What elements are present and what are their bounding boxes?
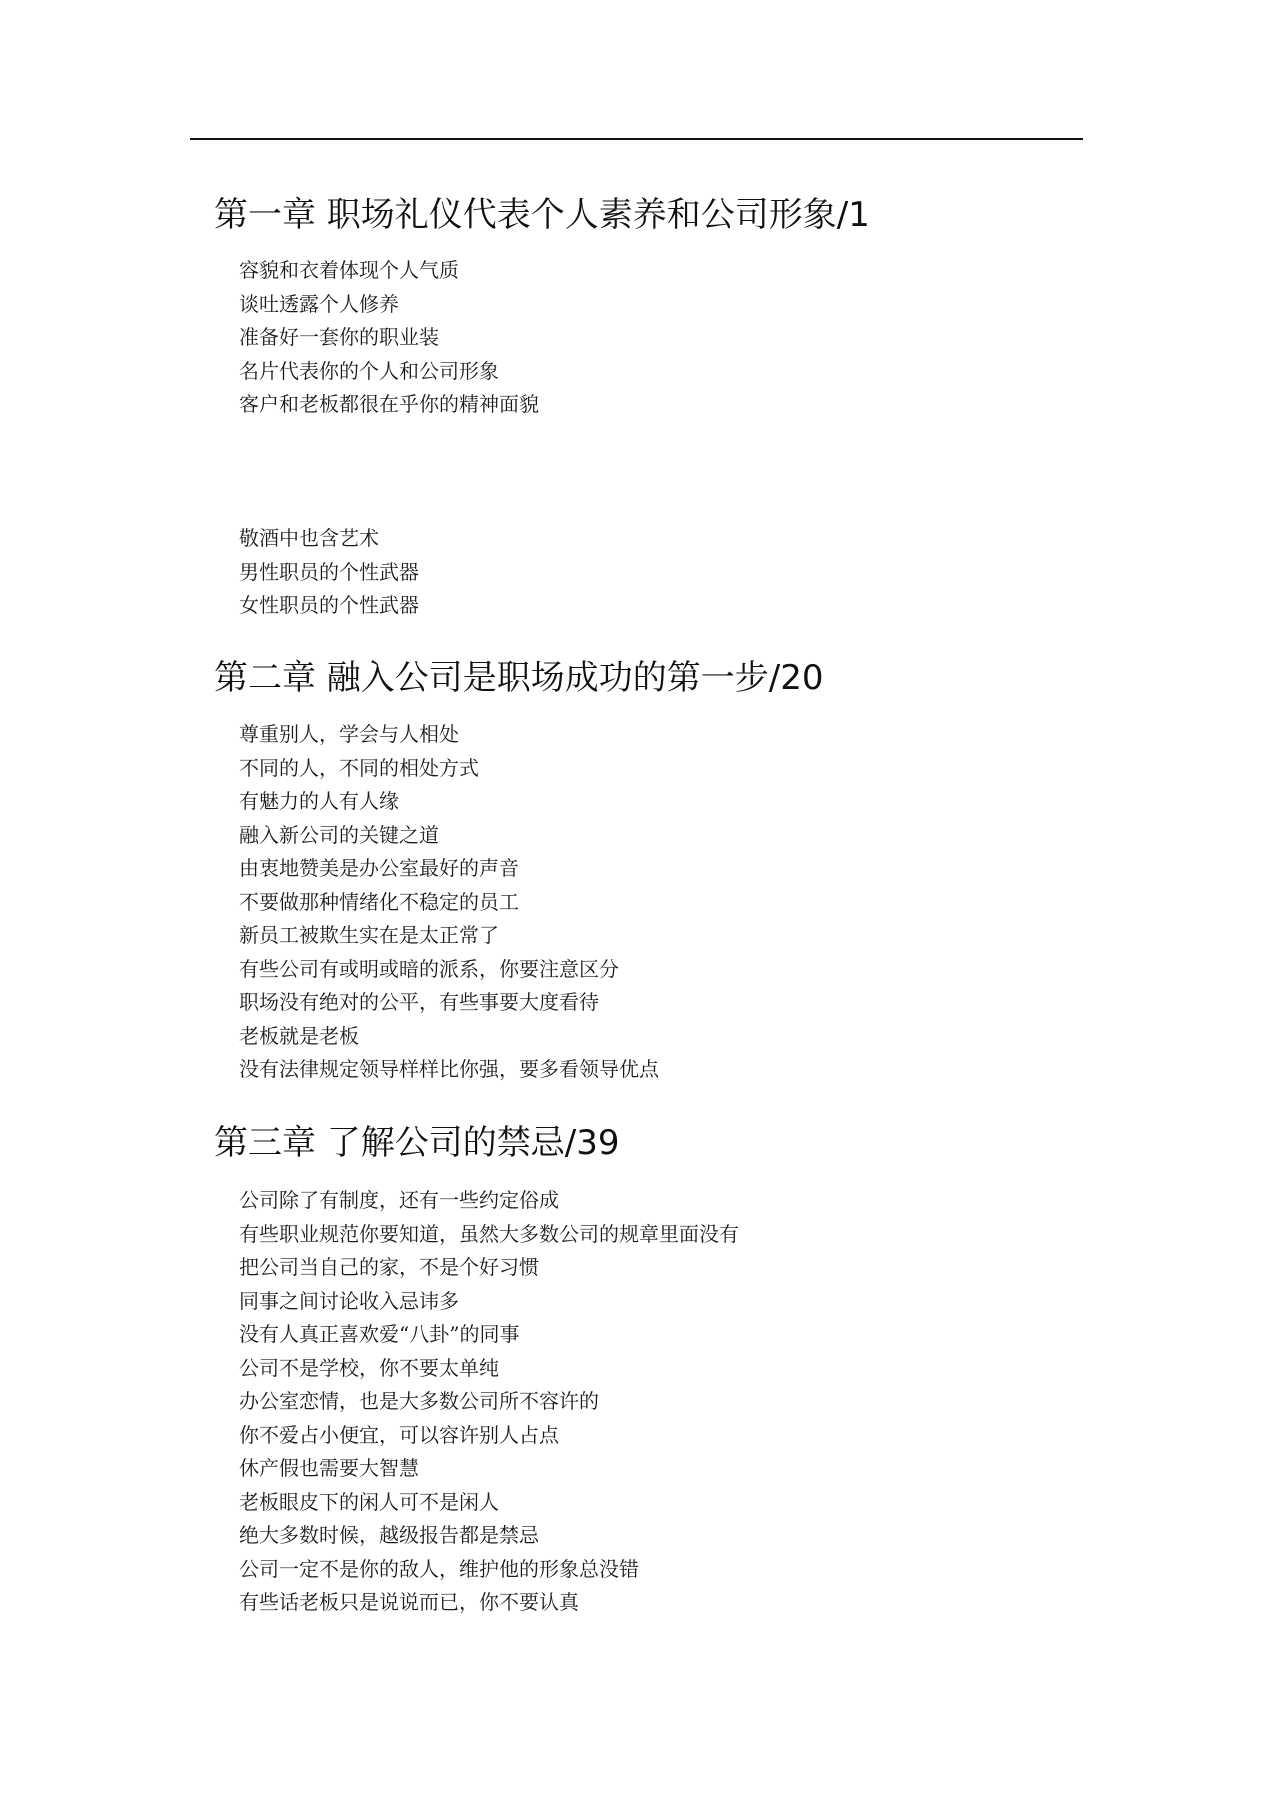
header-rule [190, 138, 1083, 140]
chapter-3-list [239, 1184, 739, 1620]
chapter-1-list [239, 254, 539, 422]
list-item: 公司不是学校，你不要太单纯 [239, 1355, 499, 1380]
list-item: 办公室恋情，也是大多数公司所不容许的 [239, 1389, 599, 1413]
list-item: 不要做那种情绪化不稳定的员工 [239, 889, 519, 914]
list-item: 没有人真正喜欢爱“八卦”的同事 [239, 1322, 520, 1346]
list-item: 客户和老板都很在乎你的精神面貌 [239, 392, 539, 416]
list-item: 休产假也需要大智慧 [239, 1456, 419, 1480]
list-item: 你不爱占小便宜，可以容许别人占点 [239, 1422, 559, 1447]
list-item: 谈吐透露个人修养 [239, 291, 399, 316]
list-item: 有些话老板只是说说而已，你不要认真 [239, 1590, 579, 1614]
list-item: 敬酒中也含艺术 [239, 526, 379, 550]
list-item: 有些公司有或明或暗的派系，你要注意区分 [239, 956, 619, 981]
list-item: 尊重别人，学会与人相处 [239, 722, 459, 746]
list-item: 没有法律规定领导样样比你强，要多看领导优点 [239, 1057, 659, 1081]
list-item: 有魅力的人有人缘 [239, 789, 399, 813]
list-item: 把公司当自己的家，不是个好习惯 [239, 1255, 539, 1279]
list-item: 不同的人，不同的相处方式 [239, 755, 479, 780]
list-item: 公司一定不是你的敌人，维护他的形象总没错 [239, 1556, 639, 1581]
list-item: 绝大多数时候，越级报告都是禁忌 [239, 1523, 539, 1547]
list-item: 名片代表你的个人和公司形象 [239, 358, 499, 383]
list-item: 准备好一套你的职业装 [239, 325, 439, 349]
list-item: 老板就是老板 [239, 1023, 359, 1048]
list-item: 同事之间讨论收入忌讳多 [239, 1288, 459, 1313]
list-item: 由衷地赞美是办公室最好的声音 [239, 856, 519, 880]
list-item: 公司除了有制度，还有一些约定俗成 [239, 1188, 559, 1212]
list-item: 新员工被欺生实在是太正常了 [239, 923, 499, 947]
list-item: 职场没有绝对的公平，有些事要大度看待 [239, 990, 599, 1014]
list-item: 融入新公司的关键之道 [239, 822, 439, 847]
chapter-3-title: 第三章 了解公司的禁忌/39 [214, 1123, 620, 1163]
chapter-1-title: 第一章 职场礼仪代表个人素养和公司形象/1 [214, 195, 870, 235]
list-item: 男性职员的个性武器 [239, 559, 419, 584]
chapter-2-title: 第二章 融入公司是职场成功的第一步/20 [214, 658, 824, 698]
list-item: 容貌和衣着体现个人气质 [239, 258, 459, 282]
list-item: 老板眼皮下的闲人可不是闲人 [239, 1489, 499, 1514]
chapter-2-list [239, 718, 659, 1087]
chapter-1-list-continued [239, 522, 419, 623]
list-item: 女性职员的个性武器 [239, 593, 419, 617]
list-item: 有些职业规范你要知道，虽然大多数公司的规章里面没有 [239, 1221, 739, 1246]
